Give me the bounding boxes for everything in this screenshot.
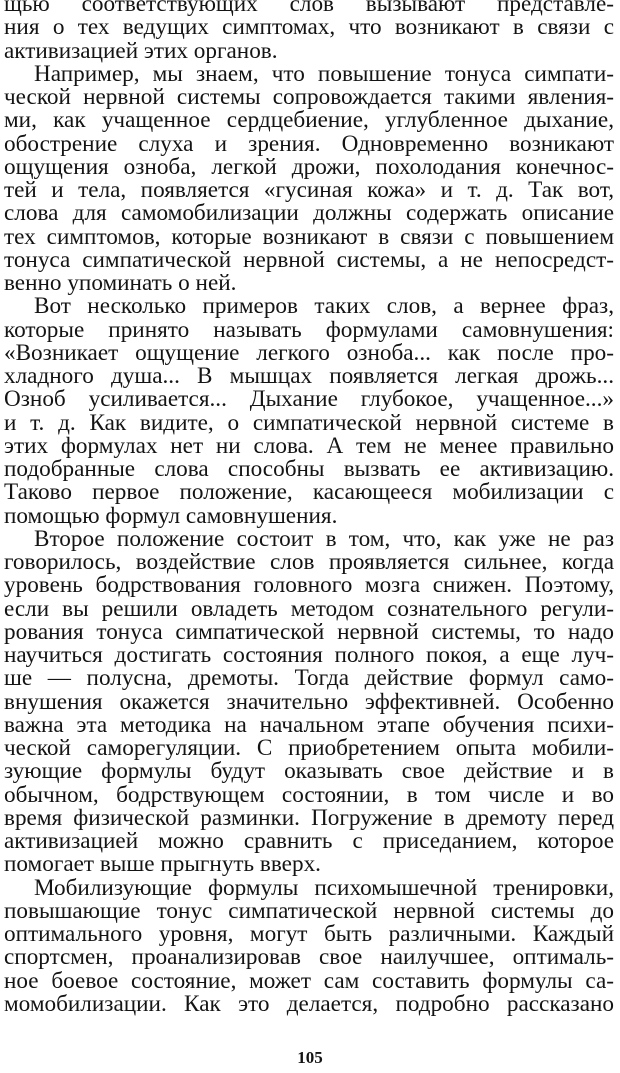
text-line: обычном, бодрствующем состоянии, в том числе и во (4, 781, 614, 808)
text-line: говорилось, воздействие слов проявляется сильнее, когда (4, 549, 614, 575)
text-line: тей и тела, появляется «гусиная кожа» и т. д. Так вот, (4, 177, 614, 203)
text-line: ше — полусна, дремоты. Тогда действие формул само- (4, 665, 614, 692)
text-line: тонуса симпатической нервной системы, а не непосредст- (4, 246, 614, 273)
text-line: ческой саморегуляции. С приобретением опыта мобили- (4, 735, 614, 761)
text-line: спортсмен, проанализировав свое наилучшее, оптималь- (4, 944, 614, 971)
paragraph-first-line: Мобилизующие формулы психомышечной тренировки, (34, 874, 614, 901)
text-line: помогает выше прыгнуть вверх. (4, 851, 321, 878)
text-line: время физической разминки. Погружение в дремоту перед (4, 804, 614, 831)
text-line: помощью формул самовнушения. (4, 502, 338, 529)
text-line: хладного душа... В мышцах появляется легкая дрожь... (4, 363, 614, 389)
text-line: этих формулах нет ни слова. А тем не менее правильно (4, 432, 614, 459)
text-line: и т. д. Как видите, о симпатической нервной системе в (4, 409, 614, 436)
text-line: Озноб усиливается... Дыхание глубокое, учащенное...» (4, 386, 614, 413)
text-line: рования тонуса симпатической нервной системы, то надо (4, 618, 614, 645)
text-line: активизацией этих органов. (4, 37, 278, 64)
text-line: важна эта методика на начальном этапе обучения психи- (4, 711, 614, 738)
paragraph-first-line: Вот несколько примеров таких слов, а вернее фраз, (34, 293, 614, 320)
text-line: «Возникает ощущение легкого озноба... как после про- (4, 339, 614, 366)
text-line: оптимального уровня, могут быть различными. Каждый (4, 921, 614, 947)
text-line: если вы решили овладеть методом сознательного регули- (4, 595, 614, 622)
text-line: зующие формулы будут оказывать свое действие и в (4, 758, 614, 785)
text-line: ощущения озноба, легкой дрожи, похолодания конечнос- (4, 153, 614, 180)
text-line: активизацией можно сравнить с приседанием, которое (4, 828, 614, 854)
text-line: уровень бодрствования головного мозга снижен. Поэтому, (4, 572, 614, 599)
text-line: слова для самомобилизации должны содержать описание (4, 200, 614, 227)
text-line: ное боевое состояние, может сам составить формулы са- (4, 967, 614, 994)
text-line: которые принято называть формулами самовнушения: (4, 316, 614, 343)
body-text (4, 0, 614, 1016)
text-line: момобилизации. Как это делается, подробно рассказано (4, 990, 614, 1017)
text-line: тех симптомов, которые возникают в связи с повышением (4, 223, 614, 250)
text-line: обострение слуха и зрения. Одновременно возникают (4, 130, 614, 157)
text-line: венно упоминать о ней. (4, 270, 237, 296)
text-line: научиться достигать состояния полного покоя, а еще луч- (4, 642, 614, 668)
text-line: ния о тех ведущих симптомах, что возникают в связи с (4, 14, 614, 41)
text-line: повышающие тонус симпатической нервной системы до (4, 897, 614, 924)
paragraph-first-line: Например, мы знаем, что повышение тонуса симпати- (34, 60, 614, 87)
text-line: Таково первое положение, касающееся мобилизации с (4, 479, 614, 506)
paragraph-first-line: Второе положение состоит в том, что, как уже не раз (34, 525, 614, 552)
page-number: 105 (297, 1048, 323, 1067)
text-line: щью соответствующих слов вызывают представле- (4, 0, 614, 17)
text-line: подобранные слова способны вызвать ее активизацию. (4, 456, 614, 482)
text-line: ческой нервной системы сопровождается такими явления- (4, 84, 614, 110)
text-line: внушения окажется значительно эффективней. Особенно (4, 688, 614, 715)
text-line: ми, как учащенное сердцебиение, углубленное дыхание, (4, 107, 614, 134)
